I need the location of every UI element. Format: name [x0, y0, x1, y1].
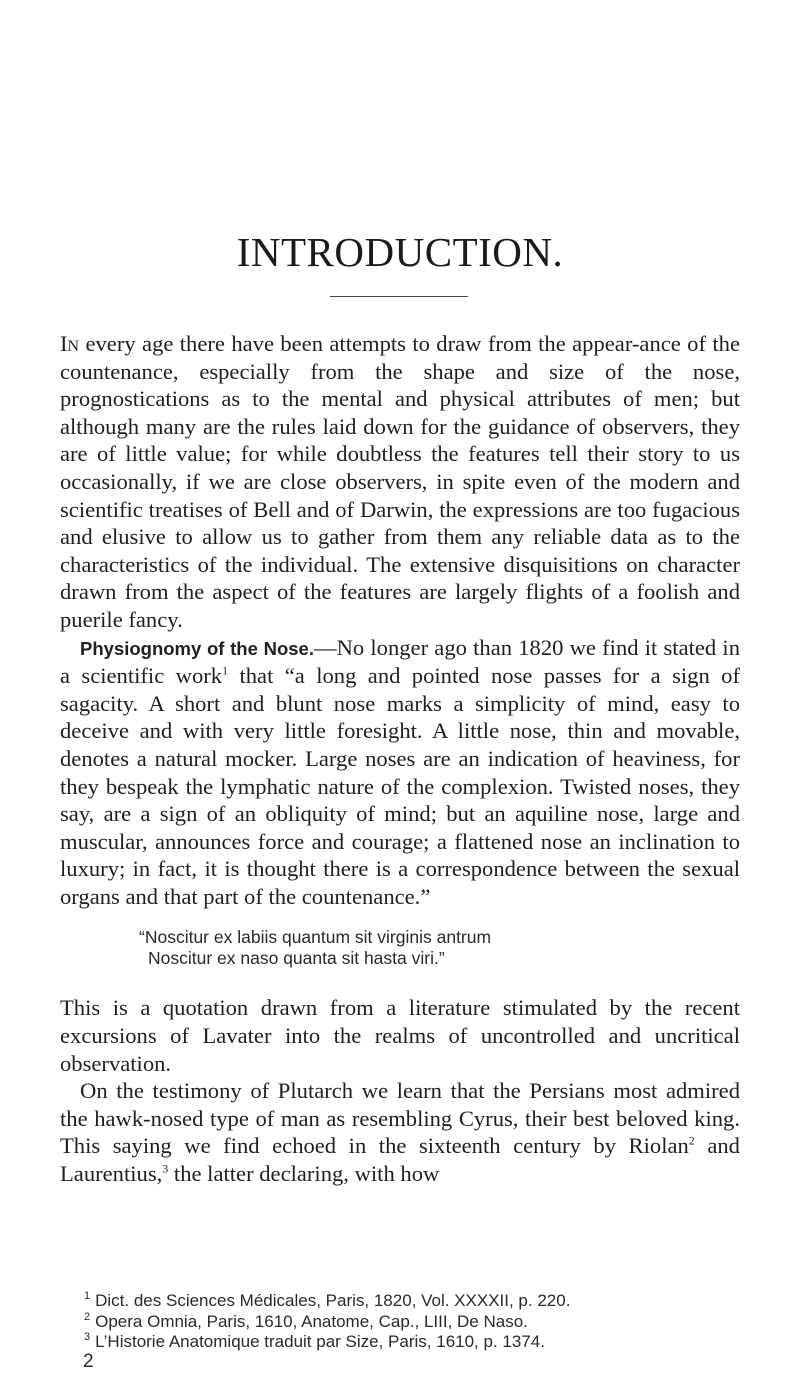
- footnote-text: L’Historie Anatomique traduit par Size, Paris, 1610, p. 1374.: [95, 1332, 545, 1351]
- footnote-mark: 2: [84, 1310, 91, 1323]
- paragraph-4-text-c: the latter declaring, with how: [168, 1161, 440, 1187]
- footnote-text: Dict. des Sciences Médicales, Paris, 1820, Vol. XXXXII, p. 220.: [95, 1291, 571, 1310]
- paragraph-4-text-a: On the testimony of Plutarch we learn that the Persians most admired the hawk-nosed type of man as resembling Cyrus, their best beloved king. This saying we find echoed in the sixteenth century by Riolan: [60, 1078, 740, 1159]
- footnote: [84, 1291, 744, 1312]
- paragraph-1-text: every age there have been attempts to draw from the appear-ance of the countenance, especially from the shape and size of the nose, prognostications as to the mental and physical attributes of men; but although many are the rules laid down for the guidance of observers, they are of little value; for while doubtless the features tell their story to us occasionally, if we are close observers, in spite even of the modern and scientific treatises of Bell and of Darwin, the expressions are too fugacious and elusive to allow us to gather from them any reliable data as to the characteristics of the individual. The extensive disquisitions on character drawn from the aspect of the features are largely flights of a foolish and puerile fancy.: [60, 331, 740, 632]
- footnote: [84, 1332, 744, 1353]
- paragraph-1: [60, 330, 740, 634]
- verse-line-1: “Noscitur ex labiis quantum sit virginis antrum: [139, 927, 492, 948]
- footnote-ref-2: 2: [688, 1133, 695, 1148]
- chapter-heading: INTRODUCTION.: [236, 229, 564, 275]
- heading-rule: [330, 296, 468, 297]
- page-number: 2: [83, 1351, 94, 1372]
- footnote: [84, 1312, 744, 1333]
- paragraph-2: [60, 634, 740, 911]
- paragraph-4: [60, 1077, 740, 1187]
- verse-line-2: Noscitur ex naso quanta sit hasta viri.”: [148, 948, 445, 969]
- paragraph-3: This is a quotation drawn from a literature stimulated by the recent excursions of Lavater into the realms of uncontrolled and uncritical observation.: [60, 995, 740, 1076]
- paragraph-4-text-b: and Laurentius,: [60, 1133, 740, 1187]
- body-text: [60, 330, 740, 1188]
- footnote-ref-3: 3: [162, 1161, 169, 1176]
- paragraph-2-text-b: that “a long and pointed nose passes for a sign of sagacity. A short and blunt nose marks a simplicity of mind, easy to deceive and with very little foresight. A little nose, thin and movable, denotes a natural mocker. Large noses are an indication of heaviness, for they bespeak the lymphatic nature of the complexion. Twisted noses, they say, are a sign of an obliquity of mind; but an aquiline nose, large and muscular, announces force and courage; a flattened nose an inclination to luxury; in fact, it is thought there is a correspondence between the sexual organs and that part of the countenance.”: [60, 663, 740, 909]
- footnote-mark: 1: [84, 1290, 91, 1303]
- latin-verse: [60, 927, 740, 969]
- footnote-text: Opera Omnia, Paris, 1610, Anatome, Cap., LIII, De Naso.: [95, 1311, 528, 1331]
- footnote-mark: 3: [84, 1331, 91, 1344]
- paragraph-2-text-a: —No longer ago than 1820 we find it stated in a scientific work: [60, 634, 740, 689]
- footnote-ref-1: 1: [222, 663, 229, 678]
- footnotes: [84, 1291, 744, 1353]
- side-heading: Physiognomy of the Nose.: [80, 637, 314, 659]
- drop-word: In: [60, 331, 80, 356]
